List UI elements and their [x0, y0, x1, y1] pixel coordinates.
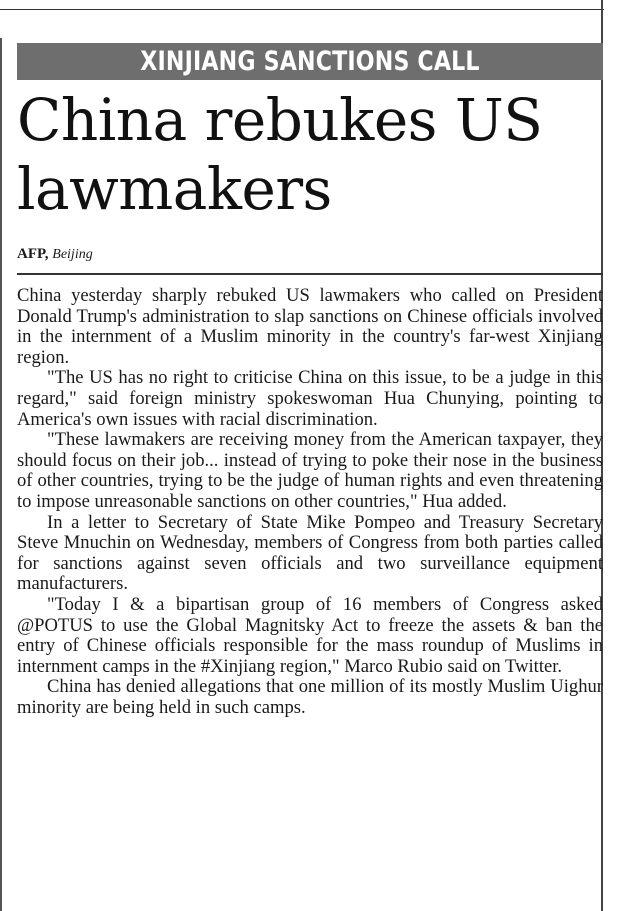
- kicker-banner: [17, 43, 603, 80]
- byline-agency: AFP,: [17, 246, 49, 262]
- paragraph: China yesterday sharply rebuked US lawmakers who called on President Donald Trump's administration to slap sanctions on Chinese officials involved in the internment of a Muslim minority in the country's far-west Xinjiang region.: [17, 285, 603, 368]
- article-body: [17, 286, 603, 718]
- paragraph: China has denied allegations that one million of its mostly Muslim Uighur minority are being held in such camps.: [17, 676, 603, 718]
- byline-rule: [17, 273, 603, 275]
- paragraph: In a letter to Secretary of State Mike Pompeo and Treasury Secretary Steve Mnuchin on Wednesday, members of Congress from both parties called for sanctions against seven officials and two surveillance equipment manufacturers.: [17, 511, 603, 595]
- left-column-rule: [0, 38, 2, 911]
- paragraph: "The US has no right to criticise China on this issue, to be a judge in this regard," said foreign ministry spokeswoman Hua Chunying, pointing to America's own issues with racial discrimination.: [17, 367, 603, 430]
- kicker-text: XINJIANG SANCTIONS CALL: [140, 46, 480, 77]
- headline: China rebukes US lawmakers: [17, 86, 543, 223]
- byline: [17, 246, 93, 263]
- top-rule: [0, 0, 604, 10]
- byline-place: Beijing: [52, 247, 93, 262]
- paragraph: "These lawmakers are receiving money from the American taxpayer, they should focus on their job... instead of trying to poke their nose in the business of other countries, trying to be the judge of human rights and even threatening to impose unreasonable sanctions on other countries," Hua added.: [17, 429, 603, 512]
- paragraph: "Today I & a bipartisan group of 16 members of Congress asked @POTUS to use the Global Magnitsky Act to freeze the assets & ban the entry of Chinese officials responsible for the mass roundup of Muslims in internment camps in the #Xinjiang region," Marco Rubio said on Twitter.: [17, 593, 603, 677]
